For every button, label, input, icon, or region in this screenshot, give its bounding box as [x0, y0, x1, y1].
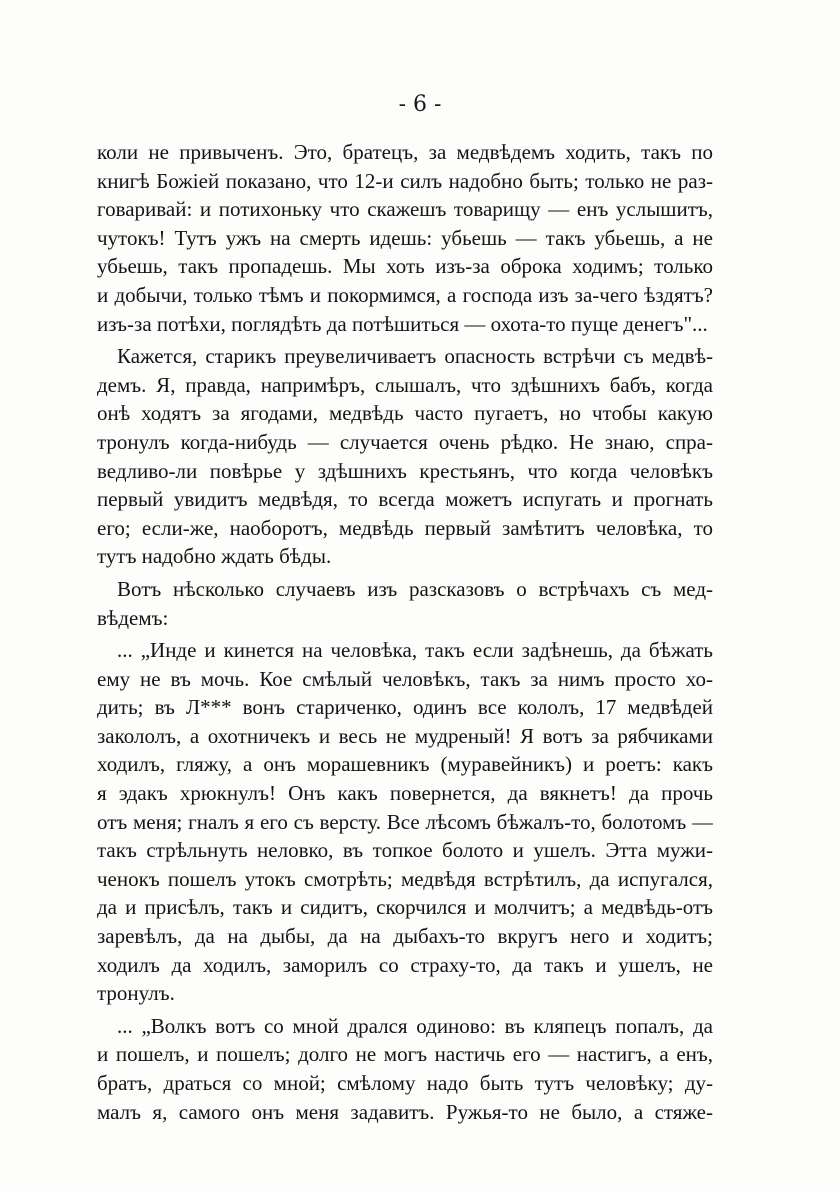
text-line: и пошелъ, и пошелъ; долго не могъ настичь его — настигъ, а енъ, [97, 1042, 713, 1067]
paragraph [97, 138, 713, 338]
text-line: Кажется, старикъ преувеличиваетъ опасность встрѣчи съ медвѣ- [117, 344, 713, 369]
paragraph [97, 636, 713, 1008]
body-text [97, 138, 713, 1126]
text-line: дить; въ Л*** вонъ стариченко, одинъ все кололъ, 17 медвѣдей [97, 695, 713, 720]
paragraph [97, 1012, 713, 1126]
paragraph [97, 575, 713, 632]
text-line: Вотъ нѣсколько случаевъ изъ разсказовъ о встрѣчахъ съ мед- [117, 576, 713, 601]
text-line: я эдакъ хрюкнулъ! Онъ какъ повернется, да вякнетъ! да прочь [97, 781, 713, 806]
text-line: ему не въ мочь. Кое смѣлый человѣкъ, такъ за нимъ просто хо- [97, 666, 713, 691]
text-line: изъ-за потѣхи, поглядѣть да потѣшиться — охота-то пуще денегъ"... [97, 311, 708, 336]
text-line: отъ меня; гналъ я его съ версту. Все лѣсомъ бѣжалъ-то, болотомъ — [97, 809, 713, 834]
text-line: ходилъ, гляжу, а онъ морашевникъ (муравейникъ) и роетъ: какъ [97, 752, 713, 777]
text-line: малъ я, самого онъ меня задавитъ. Ружья-то не было, а стяже- [97, 1099, 713, 1124]
paragraph [97, 342, 713, 571]
text-line: ... „Волкъ вотъ со мной дрался одиново: въ кляпецъ попалъ, да [117, 1013, 713, 1038]
text-line: его; если-же, наоборотъ, медвѣдь первый замѣтитъ человѣка, то [97, 515, 713, 540]
text-line: говаривай: и потихоньку что скажешъ товарищу — енъ услышитъ, [97, 197, 713, 222]
text-line: вѣдемъ: [97, 605, 169, 630]
text-line: заревѣлъ, да на дыбы, да на дыбахъ-то вкругъ него и ходитъ; [97, 924, 713, 949]
text-line: первый увидитъ медвѣдя, то всегда можетъ испугать и прогнать [97, 487, 713, 512]
text-line: ченокъ пошелъ утокъ смотрѣть; медвѣдя встрѣтилъ, да испугался, [97, 866, 713, 891]
page-number: - 6 - [398, 92, 442, 117]
text-line: ходилъ да ходилъ, заморилъ со страху-то, да такъ и ушелъ, не [97, 952, 713, 977]
text-line: онѣ ходятъ за ягодами, медвѣдь часто пугаетъ, но чтобы какую [97, 401, 713, 426]
text-line: такъ стрѣльнуть неловко, въ топкое болото и ушелъ. Этта мужи- [97, 838, 713, 863]
text-line: закололъ, а охотничекъ и весь не мудреный! Я вотъ за рябчиками [97, 723, 713, 748]
text-line: коли не привыченъ. Это, братецъ, за медвѣдемъ ходить, такъ по [97, 140, 713, 164]
text-line: тронулъ когда-нибудь — случается очень рѣдко. Не знаю, спра- [97, 429, 713, 454]
text-line: тронулъ. [97, 981, 175, 1006]
text-line: ... „Инде и кинется на человѣка, такъ если задѣнешь, да бѣжать [117, 638, 713, 663]
text-line: ведливо-ли повѣрье у здѣшнихъ крестьянъ, что когда человѣкъ [97, 458, 713, 483]
text-line: да и присѣлъ, такъ и сидитъ, скорчился и молчитъ; а медвѣдь-отъ [97, 895, 713, 920]
text-line: демъ. Я, правда, напримѣръ, слышалъ, что здѣшнихъ бабъ, когда [97, 372, 713, 397]
text-line: книгѣ Божiей показано, что 12-и силъ надобно быть; только не раз- [97, 168, 713, 193]
text-line: чутокъ! Тутъ ужъ на смерть идешь: убьешь — такъ убьешь, а не [97, 225, 713, 250]
text-line: братъ, драться со мной; смѣлому надо быть тутъ человѣку; ду- [97, 1071, 713, 1095]
text-line: убьешь, такъ пропадешь. Мы хоть изъ-за оброка ходимъ; только [97, 254, 713, 279]
text-line: тутъ надобно ждать бѣды. [97, 544, 332, 569]
text-line: и добычи, только тѣмъ и покормимся, а господа изъ за-чего ѣздятъ? [97, 282, 713, 307]
